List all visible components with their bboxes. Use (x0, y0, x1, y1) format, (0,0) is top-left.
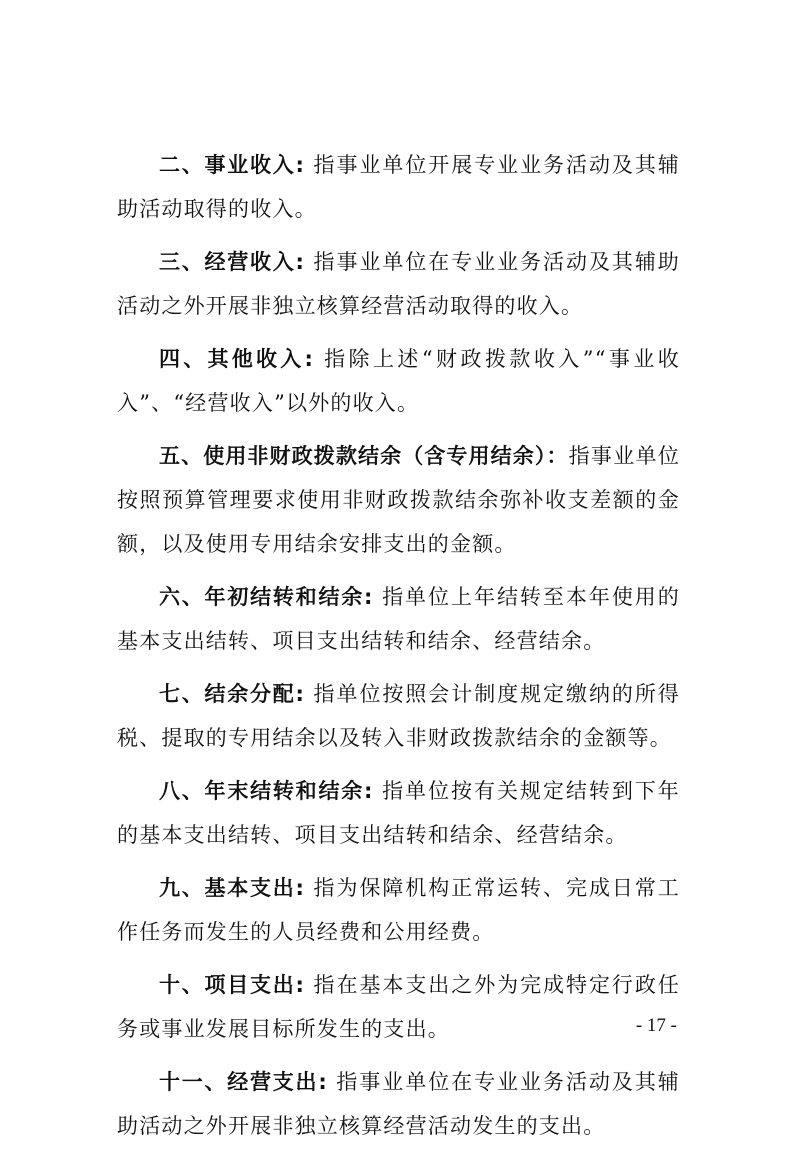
definition-paragraph (117, 963, 680, 1051)
definition-paragraph (117, 866, 680, 954)
definition-term: 三、经营收入 (159, 250, 296, 274)
definition-separator: : (318, 1070, 328, 1094)
definition-separator: : (304, 347, 314, 371)
definition-paragraph (117, 240, 680, 328)
definition-separator: : (364, 585, 374, 609)
definition-separator: : (295, 250, 305, 274)
definition-paragraph (117, 1060, 680, 1148)
definition-paragraph (117, 143, 680, 231)
definition-separator: : (295, 876, 305, 900)
definition-text: 指在基本支出之外为完成特定行政任务或事业发展目标所发生的支出。 (117, 973, 680, 1041)
definition-separator: : (364, 779, 374, 803)
definition-text: 指为保障机构正常运转、完成日常工作任务而发生的人员经费和公用经费。 (117, 876, 680, 944)
definition-paragraph (117, 575, 680, 663)
definition-term: 六、年初结转和结余 (159, 585, 364, 609)
definition-term: 七、结余分配 (159, 682, 296, 706)
definitions-list (117, 143, 680, 1157)
definition-separator: ： (546, 444, 569, 468)
definition-term: 四、其他收入 (159, 347, 305, 371)
definition-term: 五、使用非财政拨款结余（含专用结余） (159, 444, 547, 468)
definition-paragraph (117, 337, 680, 425)
definition-text: 指单位上年结转至本年使用的基本支出结转、项目支出结转和结余、经营结余。 (117, 585, 680, 653)
definition-paragraph (117, 769, 680, 857)
definition-text: 指事业单位按照预算管理要求使用非财政拨款结余弥补收支差额的金额，以及使用专用结余安排支出的金额。 (117, 444, 681, 556)
definition-term: 九、基本支出 (159, 876, 296, 900)
definition-separator: : (295, 682, 305, 706)
definition-term: 十一、经营支出 (159, 1070, 319, 1094)
definition-term: 二、事业收入 (159, 153, 296, 177)
definition-text: 指事业单位在专业业务活动及其辅助活动之外开展非独立核算经营活动发生的支出。 (117, 1070, 681, 1138)
definition-separator: : (295, 153, 305, 177)
definition-text: 指事业单位在专业业务活动及其辅助活动之外开展非独立核算经营活动取得的收入。 (117, 250, 680, 318)
page-number: - 17 - (635, 1015, 677, 1036)
definition-term: 八、年末结转和结余 (159, 779, 364, 803)
definition-paragraph (117, 434, 680, 566)
definition-term: 十、项目支出 (159, 973, 296, 997)
definition-text: 指单位按有关规定结转到下年的基本支出结转、项目支出结转和结余、经营结余。 (117, 779, 680, 847)
definition-separator: : (295, 973, 305, 997)
definition-paragraph (117, 672, 680, 760)
definition-text: 指单位按照会计制度规定缴纳的所得税、提取的专用结余以及转入非财政拨款结余的金额等。 (117, 682, 680, 750)
definition-text: 指除上述“财政拨款收入”“事业收入”、“经营收入”以外的收入。 (117, 347, 680, 415)
definition-text: 指事业单位开展专业业务活动及其辅助活动取得的收入。 (117, 153, 680, 221)
